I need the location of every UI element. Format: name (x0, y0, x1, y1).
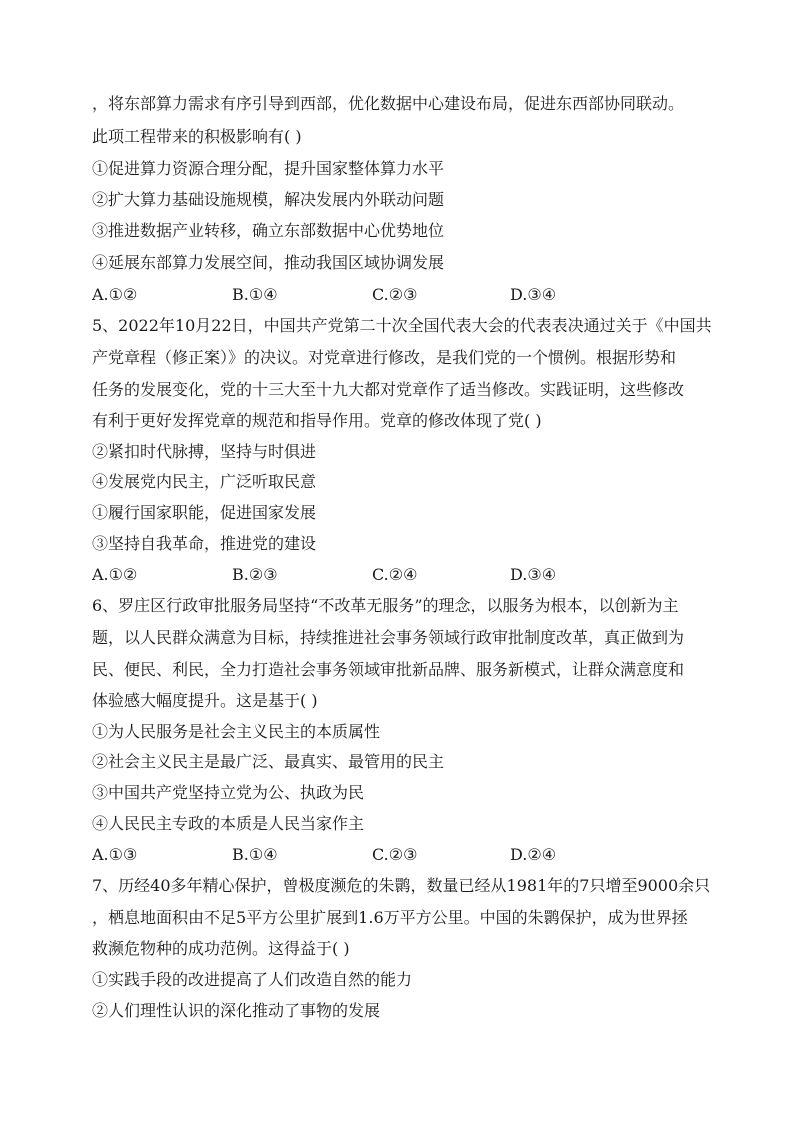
q5-stem-line-4: 有利于更好发挥党章的规范和指导作用。党章的修改体现了党( ) (92, 411, 542, 430)
q4-option-d[interactable]: D.③④ (510, 285, 557, 304)
q5-statement-2: ④发展党内民主，广泛听取民意 (92, 472, 317, 491)
q5-statement-3: ①履行国家职能，促进国家发展 (92, 503, 317, 522)
q5-stem-line-3: 任务的发展变化，党的十三大至十九大都对党章作了适当修改。实践证明，这些修改 (92, 380, 685, 399)
q5-statement-4: ③坚持自我革命，推进党的建设 (92, 534, 317, 553)
q4-option-c[interactable]: C.②③ (372, 285, 418, 304)
q4-stem-line-2: 此项工程带来的积极影响有( ) (92, 127, 302, 146)
q6-statement-3: ③中国共产党坚持立党为公、执政为民 (92, 783, 365, 802)
q6-statement-1: ①为人民服务是社会主义民主的本质属性 (92, 722, 381, 741)
q6-statement-2: ②社会主义民主是最广泛、最真实、最管用的民主 (92, 752, 445, 771)
q4-stem-line-1: ，将东部算力需求有序引导到西部，优化数据中心建设布局，促进东西部协同联动。 (92, 94, 685, 113)
q7-stem-line-1: 7、历经40多年精心保护，曾极度濒危的朱鹮，数量已经从1981年的7只增至9000余只 (92, 876, 711, 895)
q6-option-a[interactable]: A.①③ (92, 845, 138, 864)
q4-statement-1: ①促进算力资源合理分配，提升国家整体算力水平 (92, 159, 445, 178)
q4-option-a[interactable]: A.①② (92, 285, 138, 304)
q6-option-b[interactable]: B.①④ (232, 845, 278, 864)
q4-options (92, 285, 712, 305)
q5-stem-line-2: 产党章程（修正案）》的决议。对党章进行修改，是我们党的一个惯例。根据形势和 (92, 348, 677, 367)
q6-stem-line-3: 民、便民、利民，全力打造社会事务领域审批新品牌、服务新模式，让群众满意度和 (92, 660, 685, 679)
q6-options (92, 845, 712, 865)
q6-stem-line-4: 体验感大幅度提升。这是基于( ) (92, 691, 318, 710)
q6-stem-line-2: 题，以人民群众满意为目标，持续推进社会事务领域行政审批制度改革，真正做到为 (92, 628, 685, 647)
q5-option-a[interactable]: A.①② (92, 565, 138, 584)
q6-stem-line-1: 6、罗庄区行政审批服务局坚持“不改革无服务”的理念，以服务为根本，以创新为主 (92, 596, 679, 615)
q5-option-c[interactable]: C.②④ (372, 565, 418, 584)
q4-option-b[interactable]: B.①④ (232, 285, 278, 304)
q4-statement-3: ③推进数据产业转移，确立东部数据中心优势地位 (92, 221, 445, 240)
q6-option-c[interactable]: C.②③ (372, 845, 418, 864)
q7-statement-2: ②人们理性认识的深化推动了事物的发展 (92, 1001, 381, 1020)
q7-statement-1: ①实践手段的改进提高了人们改造自然的能力 (92, 970, 413, 989)
q5-option-b[interactable]: B.②③ (232, 565, 278, 584)
q7-stem-line-3: 救濒危物种的成功范例。这得益于( ) (92, 939, 350, 958)
q6-statement-4: ④人民民主专政的本质是人民当家作主 (92, 814, 365, 833)
q6-option-d[interactable]: D.②④ (510, 845, 557, 864)
q4-statement-4: ④延展东部算力发展空间，推动我国区域协调发展 (92, 253, 445, 272)
q5-option-d[interactable]: D.③④ (510, 565, 557, 584)
q5-options (92, 565, 712, 585)
q5-statement-1: ②紧扣时代脉搏，坚持与时俱进 (92, 442, 317, 461)
q4-statement-2: ②扩大算力基础设施规模，解决发展内外联动问题 (92, 190, 445, 209)
q7-stem-line-2: ，栖息地面积由不足5平方公里扩展到1.6万平方公里。中国的朱鹮保护，成为世界拯 (92, 908, 688, 927)
q5-stem-line-1: 5、2022年10月22日，中国共产党第二十次全国代表大会的代表表决通过关于《中国共 (92, 316, 712, 335)
